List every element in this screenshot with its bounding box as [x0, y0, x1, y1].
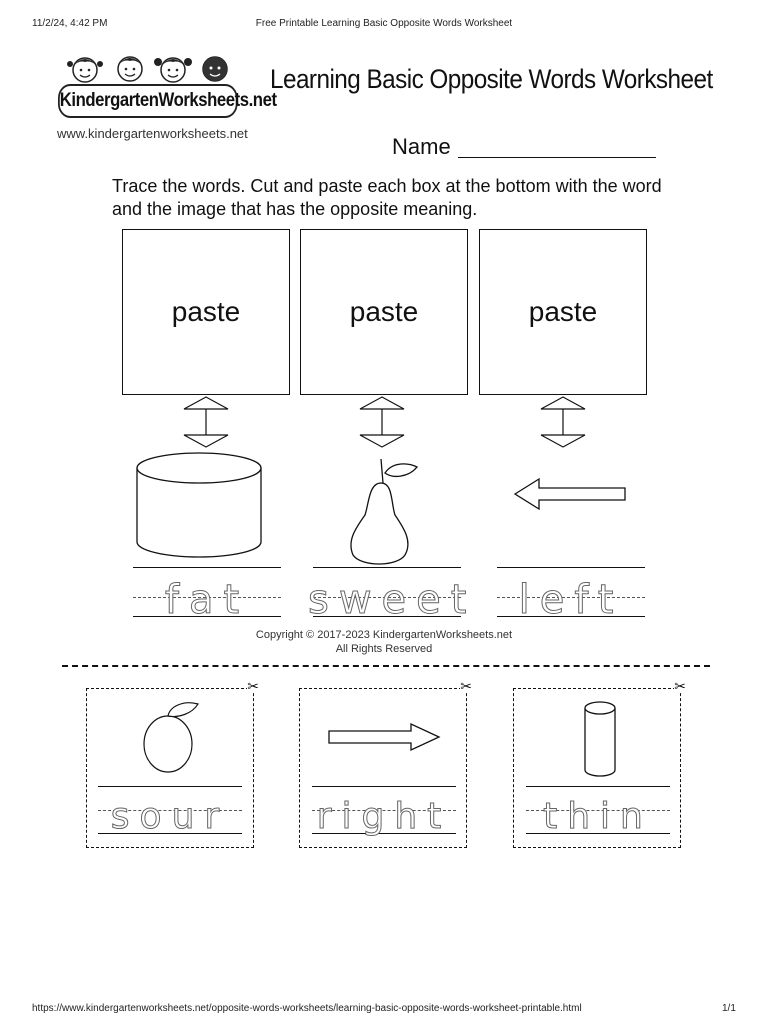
writing-line — [313, 567, 461, 568]
print-page-count: 1/1 — [722, 1003, 736, 1014]
trace-word-fat: fat — [164, 577, 250, 623]
double-arrow-icon — [539, 397, 587, 447]
name-label: Name — [392, 134, 451, 159]
copyright-line: Copyright © 2017-2023 KindergartenWorksheets.net — [255, 629, 513, 641]
writing-line — [312, 786, 456, 787]
lemon-icon — [140, 696, 204, 776]
trace-word-thin: thin — [543, 796, 653, 837]
writing-line — [497, 567, 645, 568]
trace-word-sweet: sweet — [308, 577, 477, 623]
scissors-icon: ✂ — [674, 678, 686, 694]
print-footer-url: https://www.kindergartenworksheets.net/opposite-words-worksheets/learning-basic-opposite-words-worksheet-printable.html — [32, 1003, 582, 1014]
site-url: www.kindergartenworksheets.net — [57, 126, 248, 141]
wide-cylinder-icon — [134, 450, 264, 560]
paste-box-3: paste — [479, 229, 647, 395]
paste-box-2: paste — [300, 229, 468, 395]
print-page-title: Free Printable Learning Basic Opposite Words Worksheet — [255, 18, 513, 29]
right-arrow-icon — [327, 722, 443, 752]
name-line — [458, 157, 656, 158]
writing-line — [133, 567, 281, 568]
logo-wordmark: KindergartenWorksheets.net — [58, 84, 238, 118]
scissors-icon: ✂ — [460, 678, 472, 694]
worksheet-title: Learning Basic Opposite Words Worksheet — [270, 64, 713, 94]
rights-line: All Rights Reserved — [335, 643, 433, 655]
thin-cylinder-icon — [582, 700, 618, 780]
writing-line — [98, 786, 242, 787]
pear-icon — [343, 455, 423, 565]
print-datetime: 11/2/24, 4:42 PM — [32, 18, 108, 29]
scissors-icon: ✂ — [247, 678, 259, 694]
trace-word-right: right — [316, 796, 452, 837]
cut-line — [62, 665, 710, 667]
trace-word-left: left — [518, 577, 624, 623]
writing-line — [526, 786, 670, 787]
instructions: Trace the words. Cut and paste each box at the bottom with the word and the image that has the opposite meaning. — [112, 176, 662, 219]
double-arrow-icon — [358, 397, 406, 447]
paste-box-1: paste — [122, 229, 290, 395]
double-arrow-icon — [182, 397, 230, 447]
left-arrow-icon — [513, 477, 629, 511]
trace-word-sour: sour — [110, 796, 230, 837]
